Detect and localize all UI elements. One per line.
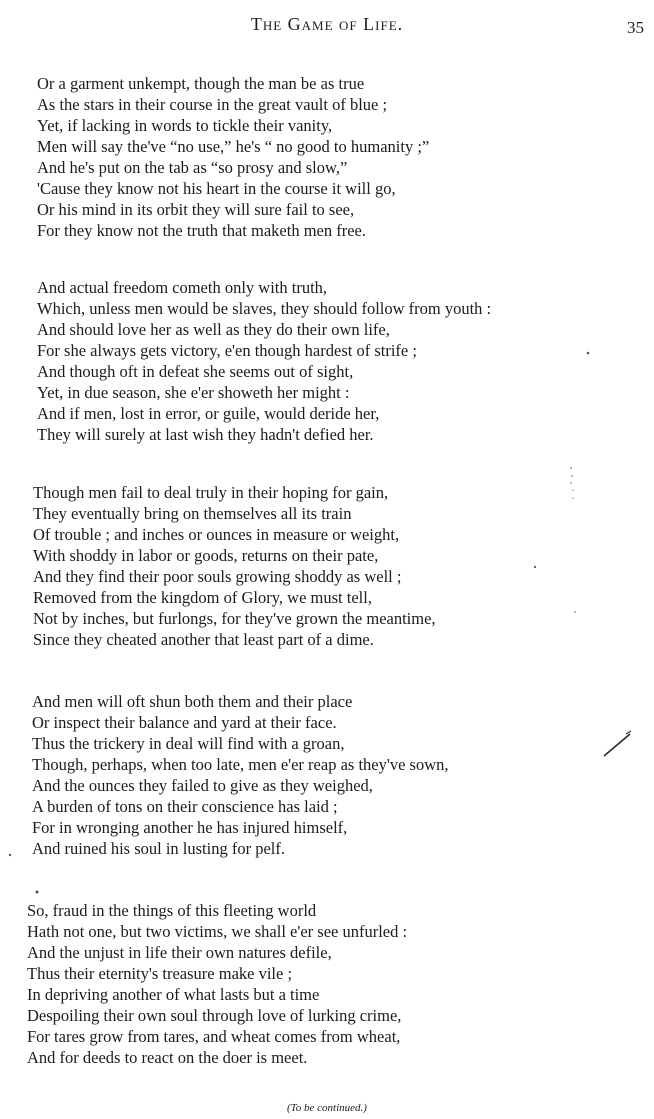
pencil-mark (604, 731, 631, 756)
verse-line: Thus the trickery in deal will find with a groan, (32, 734, 345, 753)
verse-line: Or inspect their balance and yard at their face. (32, 713, 337, 732)
verse-line: With shoddy in labor or goods, returns on their pate, (33, 546, 379, 565)
continuation-note: (To be continued.) (287, 1102, 367, 1114)
verse-line: Despoiling their own soul through love of lurking crime, (27, 1006, 402, 1025)
verse-line: And though oft in defeat she seems out of sight, (37, 362, 354, 381)
verse-line: Though, perhaps, when too late, men e'er reap as they've sown, (32, 755, 449, 774)
verse-line: They eventually bring on themselves all its train (33, 504, 352, 523)
verse-line: In depriving another of what lasts but a time (27, 985, 320, 1004)
verse-line: So, fraud in the things of this fleeting world (27, 901, 317, 920)
verse-line: For in wronging another he has injured himself, (32, 818, 348, 837)
verse-line: For tares grow from tares, and wheat comes from wheat, (27, 1027, 401, 1046)
verse-line: And the ounces they failed to give as they weighed, (32, 776, 373, 795)
verse-line: Since they cheated another that least part of a dime. (33, 630, 374, 649)
verse-line: Removed from the kingdom of Glory, we must tell, (33, 588, 372, 607)
verse-line: And he's put on the tab as “so prosy and slow,” (37, 158, 348, 177)
verse-line: And the unjust in life their own natures defile, (27, 943, 332, 962)
verse-line: Thus their eternity's treasure make vile ; (27, 964, 293, 983)
verse-line: They will surely at last wish they hadn't defied her. (37, 425, 374, 444)
verse-line: Or a garment unkempt, though the man be as true (37, 74, 365, 93)
verse-line: And actual freedom cometh only with truth, (37, 278, 328, 297)
verse-line: Though men fail to deal truly in their hoping for gain, (33, 483, 389, 502)
verse-line: Of trouble ; and inches or ounces in measure or weight, (33, 525, 400, 544)
verse-line: 'Cause they know not his heart in the course it will go, (37, 179, 396, 198)
verse-line: Which, unless men would be slaves, they should follow from youth : (37, 299, 492, 318)
verse-line: Hath not one, but two victims, we shall e'er see unfurled : (27, 922, 408, 941)
verse-line: And they find their poor souls growing shoddy as well ; (33, 567, 402, 586)
page-title: The Game of Life. (250, 14, 404, 34)
verse-line: And ruined his soul in lusting for pelf. (32, 839, 285, 858)
verse-line: And men will oft shun both them and their place (32, 692, 353, 711)
scan-specks (9, 352, 590, 894)
verse-line: And if men, lost in error, or guile, would deride her, (37, 404, 380, 423)
verse-line: For they know not the truth that maketh men free. (37, 221, 367, 240)
page-number: 35 (627, 18, 644, 37)
verse-line: Yet, if lacking in words to tickle their vanity, (37, 116, 333, 135)
verse-line: Men will say the've “no use,” he's “ no good to humanity ;” (37, 137, 430, 156)
verse-line: Or his mind in its orbit they will sure fail to see, (37, 200, 355, 219)
verse-line: And should love her as well as they do their own life, (37, 320, 390, 339)
verse-line: As the stars in their course in the great vault of blue ; (37, 95, 388, 114)
verse-line: For she always gets victory, e'en though hardest of strife ; (37, 341, 417, 360)
verse-line: Yet, in due season, she e'er showeth her might : (37, 383, 350, 402)
verse-line: Not by inches, but furlongs, for they've grown the meantime, (33, 609, 436, 628)
verse-line: A burden of tons on their conscience has laid ; (32, 797, 338, 816)
verse-line: And for deeds to react on the doer is meet. (27, 1048, 308, 1067)
